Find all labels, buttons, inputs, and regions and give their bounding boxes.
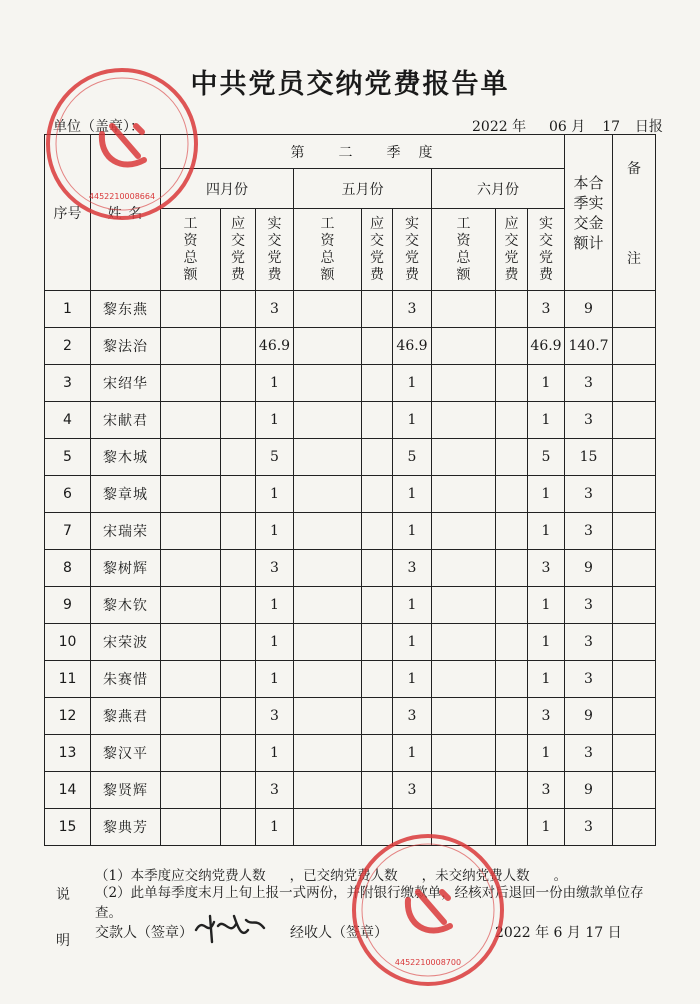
cell-apr-salary <box>161 661 221 698</box>
cell-name: 宋瑞荣 <box>91 513 161 550</box>
cell-jun-due <box>496 291 528 328</box>
cell-may-paid: 1 <box>393 624 432 661</box>
cell-jun-paid: 1 <box>528 476 565 513</box>
subheader-jun-0: 工资总额 <box>432 209 496 291</box>
cell-may-paid: 1 <box>393 365 432 402</box>
cell-name: 宋绍华 <box>91 365 161 402</box>
cell-jun-paid: 1 <box>528 661 565 698</box>
cell-jun-paid: 5 <box>528 439 565 476</box>
cell-may-paid: 3 <box>393 772 432 809</box>
cell-total: 9 <box>565 772 613 809</box>
cell-seq: 2 <box>45 328 91 365</box>
date-day-unit: 日报 <box>634 119 663 135</box>
cell-may-paid: 5 <box>393 439 432 476</box>
cell-total: 3 <box>565 402 613 439</box>
subheader-may-2: 实交党费 <box>393 209 432 291</box>
cell-total: 3 <box>565 735 613 772</box>
cell-may-due <box>362 291 393 328</box>
cell-may-salary <box>294 365 362 402</box>
cell-jun-paid: 3 <box>528 550 565 587</box>
cell-jun-paid: 46.9 <box>528 328 565 365</box>
cell-seq: 11 <box>45 661 91 698</box>
cell-remark <box>613 365 656 402</box>
cell-may-salary <box>294 698 362 735</box>
cell-apr-salary <box>161 513 221 550</box>
cell-seq: 5 <box>45 439 91 476</box>
cell-seq: 10 <box>45 624 91 661</box>
unit-label: 单位（盖章）： <box>53 119 144 135</box>
cell-seq: 13 <box>45 735 91 772</box>
cell-may-salary <box>294 476 362 513</box>
cell-name: 黎贤辉 <box>91 772 161 809</box>
cell-jun-paid: 1 <box>528 735 565 772</box>
cell-may-due <box>362 402 393 439</box>
cell-jun-salary <box>432 402 496 439</box>
cell-apr-salary <box>161 624 221 661</box>
sign-date: 2022 年 6 月 17 日 <box>495 925 622 941</box>
table-row <box>45 476 656 513</box>
cell-name: 黎木钦 <box>91 587 161 624</box>
cell-may-due <box>362 698 393 735</box>
cell-seq: 12 <box>45 698 91 735</box>
cell-jun-salary <box>432 587 496 624</box>
cell-apr-salary <box>161 550 221 587</box>
cell-total: 3 <box>565 661 613 698</box>
cell-name: 朱赛惜 <box>91 661 161 698</box>
cell-apr-due <box>221 772 256 809</box>
cell-jun-due <box>496 772 528 809</box>
table-row <box>45 698 656 735</box>
date-year: 2022 <box>472 119 508 135</box>
cell-name: 黎汉平 <box>91 735 161 772</box>
header-month-apr: 四月份 <box>161 169 294 209</box>
cell-may-paid: 1 <box>393 735 432 772</box>
cell-apr-salary <box>161 439 221 476</box>
cell-apr-paid: 1 <box>256 365 294 402</box>
cell-may-salary <box>294 624 362 661</box>
cell-apr-salary <box>161 735 221 772</box>
cell-remark <box>613 735 656 772</box>
cell-may-due <box>362 772 393 809</box>
cell-remark <box>613 809 656 846</box>
cell-jun-salary <box>432 328 496 365</box>
cell-name: 黎树辉 <box>91 550 161 587</box>
cell-may-paid: 1 <box>393 513 432 550</box>
report-date <box>472 116 663 136</box>
cell-total: 3 <box>565 809 613 846</box>
cell-apr-due <box>221 735 256 772</box>
cell-apr-due <box>221 328 256 365</box>
cell-jun-salary <box>432 698 496 735</box>
cell-jun-due <box>496 365 528 402</box>
cell-may-salary <box>294 772 362 809</box>
cell-jun-paid: 3 <box>528 772 565 809</box>
cell-jun-salary <box>432 291 496 328</box>
cell-name: 黎燕君 <box>91 698 161 735</box>
cell-total: 9 <box>565 698 613 735</box>
cell-total: 3 <box>565 587 613 624</box>
cell-total: 15 <box>565 439 613 476</box>
header-seq: 序号 <box>45 135 91 291</box>
payer-label: 交款人（签章） <box>95 925 193 941</box>
cell-apr-due <box>221 439 256 476</box>
cell-apr-paid: 1 <box>256 624 294 661</box>
cell-name: 黎章城 <box>91 476 161 513</box>
cell-apr-due <box>221 624 256 661</box>
subheader-jun-1: 应交党费 <box>496 209 528 291</box>
cell-total: 3 <box>565 513 613 550</box>
table-row <box>45 772 656 809</box>
cell-total: 140.7 <box>565 328 613 365</box>
cell-remark <box>613 439 656 476</box>
seal-top-number: 4452210008664 <box>88 192 156 201</box>
cell-remark <box>613 698 656 735</box>
cell-apr-salary <box>161 809 221 846</box>
cell-name: 黎东燕 <box>91 291 161 328</box>
header-remark <box>613 135 656 291</box>
cell-remark <box>613 550 656 587</box>
cell-apr-paid: 1 <box>256 587 294 624</box>
cell-may-due <box>362 365 393 402</box>
cell-apr-paid: 5 <box>256 439 294 476</box>
cell-apr-paid: 3 <box>256 772 294 809</box>
cell-may-salary <box>294 550 362 587</box>
cell-apr-due <box>221 402 256 439</box>
party-seal-bottom <box>348 830 508 990</box>
cell-seq: 9 <box>45 587 91 624</box>
cell-remark <box>613 624 656 661</box>
cell-jun-salary <box>432 365 496 402</box>
cell-remark <box>613 402 656 439</box>
header-total: 本合季实交金额计 <box>565 135 613 291</box>
cell-jun-due <box>496 402 528 439</box>
subheader-apr-2: 实交党费 <box>256 209 294 291</box>
cell-jun-paid: 1 <box>528 587 565 624</box>
cell-may-salary <box>294 587 362 624</box>
cell-may-paid: 3 <box>393 698 432 735</box>
cell-may-due <box>362 587 393 624</box>
cell-jun-salary <box>432 624 496 661</box>
cell-apr-paid: 1 <box>256 402 294 439</box>
cell-seq: 7 <box>45 513 91 550</box>
cell-jun-salary <box>432 513 496 550</box>
note-1: （1）本季度应交纳党费人数 ，已交纳党费人数 ，未交纳党费人数 。 <box>95 868 568 884</box>
cell-apr-paid: 1 <box>256 476 294 513</box>
cell-jun-salary <box>432 661 496 698</box>
cell-may-salary <box>294 661 362 698</box>
cell-jun-due <box>496 587 528 624</box>
cell-name: 黎典芳 <box>91 809 161 846</box>
cell-total: 9 <box>565 550 613 587</box>
cell-seq: 4 <box>45 402 91 439</box>
cell-jun-due <box>496 698 528 735</box>
cell-jun-paid: 1 <box>528 624 565 661</box>
cell-jun-due <box>496 550 528 587</box>
cell-apr-salary <box>161 587 221 624</box>
table-row <box>45 328 656 365</box>
cell-seq: 1 <box>45 291 91 328</box>
cell-seq: 8 <box>45 550 91 587</box>
cell-apr-salary <box>161 365 221 402</box>
cell-may-due <box>362 476 393 513</box>
cell-apr-paid: 1 <box>256 809 294 846</box>
header-month-jun: 六月份 <box>432 169 565 209</box>
table-row <box>45 439 656 476</box>
cell-apr-paid: 46.9 <box>256 328 294 365</box>
cell-may-paid: 1 <box>393 476 432 513</box>
cell-apr-paid: 1 <box>256 661 294 698</box>
subheader-apr-0: 工资总额 <box>161 209 221 291</box>
header-month-may: 五月份 <box>294 169 432 209</box>
cell-apr-due <box>221 661 256 698</box>
cell-name: 宋荣波 <box>91 624 161 661</box>
table-row <box>45 513 656 550</box>
cell-may-due <box>362 661 393 698</box>
cell-total: 3 <box>565 476 613 513</box>
header-remark-top: 备 <box>627 160 642 177</box>
cell-may-due <box>362 735 393 772</box>
payer-signature <box>190 908 270 948</box>
table-row <box>45 402 656 439</box>
date-day: 17 <box>602 119 621 135</box>
cell-apr-paid: 1 <box>256 735 294 772</box>
fee-table <box>44 134 656 846</box>
table-row <box>45 661 656 698</box>
cell-jun-paid: 1 <box>528 809 565 846</box>
subheader-may-1: 应交党费 <box>362 209 393 291</box>
subheader-jun-2: 实交党费 <box>528 209 565 291</box>
cell-jun-salary <box>432 476 496 513</box>
subheader-may-0: 工资总额 <box>294 209 362 291</box>
cell-may-due <box>362 328 393 365</box>
cell-apr-salary <box>161 476 221 513</box>
cell-apr-paid: 3 <box>256 698 294 735</box>
date-month: 06 <box>549 119 567 135</box>
cell-jun-paid: 3 <box>528 291 565 328</box>
cell-jun-due <box>496 439 528 476</box>
cell-apr-salary <box>161 291 221 328</box>
cell-may-salary <box>294 439 362 476</box>
cell-remark <box>613 291 656 328</box>
table-row <box>45 624 656 661</box>
cell-remark <box>613 328 656 365</box>
cell-total: 3 <box>565 624 613 661</box>
cell-may-due <box>362 624 393 661</box>
table-row <box>45 587 656 624</box>
cell-may-salary <box>294 513 362 550</box>
notes-label: 说明 <box>56 887 70 949</box>
note-2: （2）此单每季度末月上旬上报一式两份，并附银行缴款单，经核对后退回一份由缴款单位存查。 <box>95 885 644 921</box>
cell-may-paid: 3 <box>393 291 432 328</box>
cell-apr-due <box>221 365 256 402</box>
cell-apr-due <box>221 809 256 846</box>
cell-jun-due <box>496 476 528 513</box>
cell-remark <box>613 661 656 698</box>
cell-jun-due <box>496 624 528 661</box>
cell-may-paid: 1 <box>393 587 432 624</box>
cell-seq: 6 <box>45 476 91 513</box>
cell-jun-paid: 1 <box>528 402 565 439</box>
header-remark-bottom: 注 <box>627 250 642 267</box>
cell-remark <box>613 476 656 513</box>
cell-name: 黎木城 <box>91 439 161 476</box>
cell-apr-due <box>221 513 256 550</box>
subheader-apr-1: 应交党费 <box>221 209 256 291</box>
cell-jun-salary <box>432 772 496 809</box>
header-name: 姓 名 <box>91 135 161 291</box>
seal-bottom-number: 4452210008700 <box>394 958 462 967</box>
cell-may-paid: 1 <box>393 402 432 439</box>
cell-apr-salary <box>161 402 221 439</box>
cell-jun-due <box>496 735 528 772</box>
cell-may-salary <box>294 291 362 328</box>
cell-may-paid: 3 <box>393 550 432 587</box>
cell-apr-due <box>221 550 256 587</box>
cell-jun-salary <box>432 550 496 587</box>
cell-apr-due <box>221 476 256 513</box>
cell-name: 黎法治 <box>91 328 161 365</box>
cell-remark <box>613 587 656 624</box>
cell-apr-paid: 3 <box>256 550 294 587</box>
cell-seq: 15 <box>45 809 91 846</box>
cell-seq: 14 <box>45 772 91 809</box>
cell-may-paid: 1 <box>393 661 432 698</box>
cell-may-due <box>362 439 393 476</box>
cell-jun-paid: 1 <box>528 365 565 402</box>
cell-jun-due <box>496 661 528 698</box>
date-year-unit: 年 <box>512 119 527 135</box>
cell-name: 宋献君 <box>91 402 161 439</box>
cell-jun-paid: 3 <box>528 698 565 735</box>
cell-apr-salary <box>161 772 221 809</box>
cell-may-salary <box>294 735 362 772</box>
cell-remark <box>613 513 656 550</box>
cell-jun-salary <box>432 439 496 476</box>
cell-may-salary <box>294 402 362 439</box>
cell-apr-paid: 3 <box>256 291 294 328</box>
cell-apr-salary <box>161 698 221 735</box>
cell-may-salary <box>294 328 362 365</box>
cell-remark <box>613 772 656 809</box>
cell-total: 3 <box>565 365 613 402</box>
table-row <box>45 735 656 772</box>
cell-jun-due <box>496 328 528 365</box>
cell-apr-due <box>221 291 256 328</box>
cell-seq: 3 <box>45 365 91 402</box>
receiver-label: 经收人（签章） <box>290 925 388 941</box>
cell-jun-paid: 1 <box>528 513 565 550</box>
cell-jun-due <box>496 513 528 550</box>
cell-may-paid: 46.9 <box>393 328 432 365</box>
cell-apr-salary <box>161 328 221 365</box>
cell-may-due <box>362 513 393 550</box>
table-row <box>45 291 656 328</box>
cell-apr-paid: 1 <box>256 513 294 550</box>
table-row <box>45 365 656 402</box>
table-row <box>45 550 656 587</box>
header-quarter: 第 二 季 度 <box>161 135 565 169</box>
cell-total: 9 <box>565 291 613 328</box>
party-seal-top <box>42 64 202 224</box>
cell-apr-due <box>221 587 256 624</box>
date-month-unit: 月 <box>571 119 586 135</box>
page-title: 中共党员交纳党费报告单 <box>190 69 510 100</box>
cell-apr-due <box>221 698 256 735</box>
cell-may-due <box>362 550 393 587</box>
cell-jun-salary <box>432 735 496 772</box>
